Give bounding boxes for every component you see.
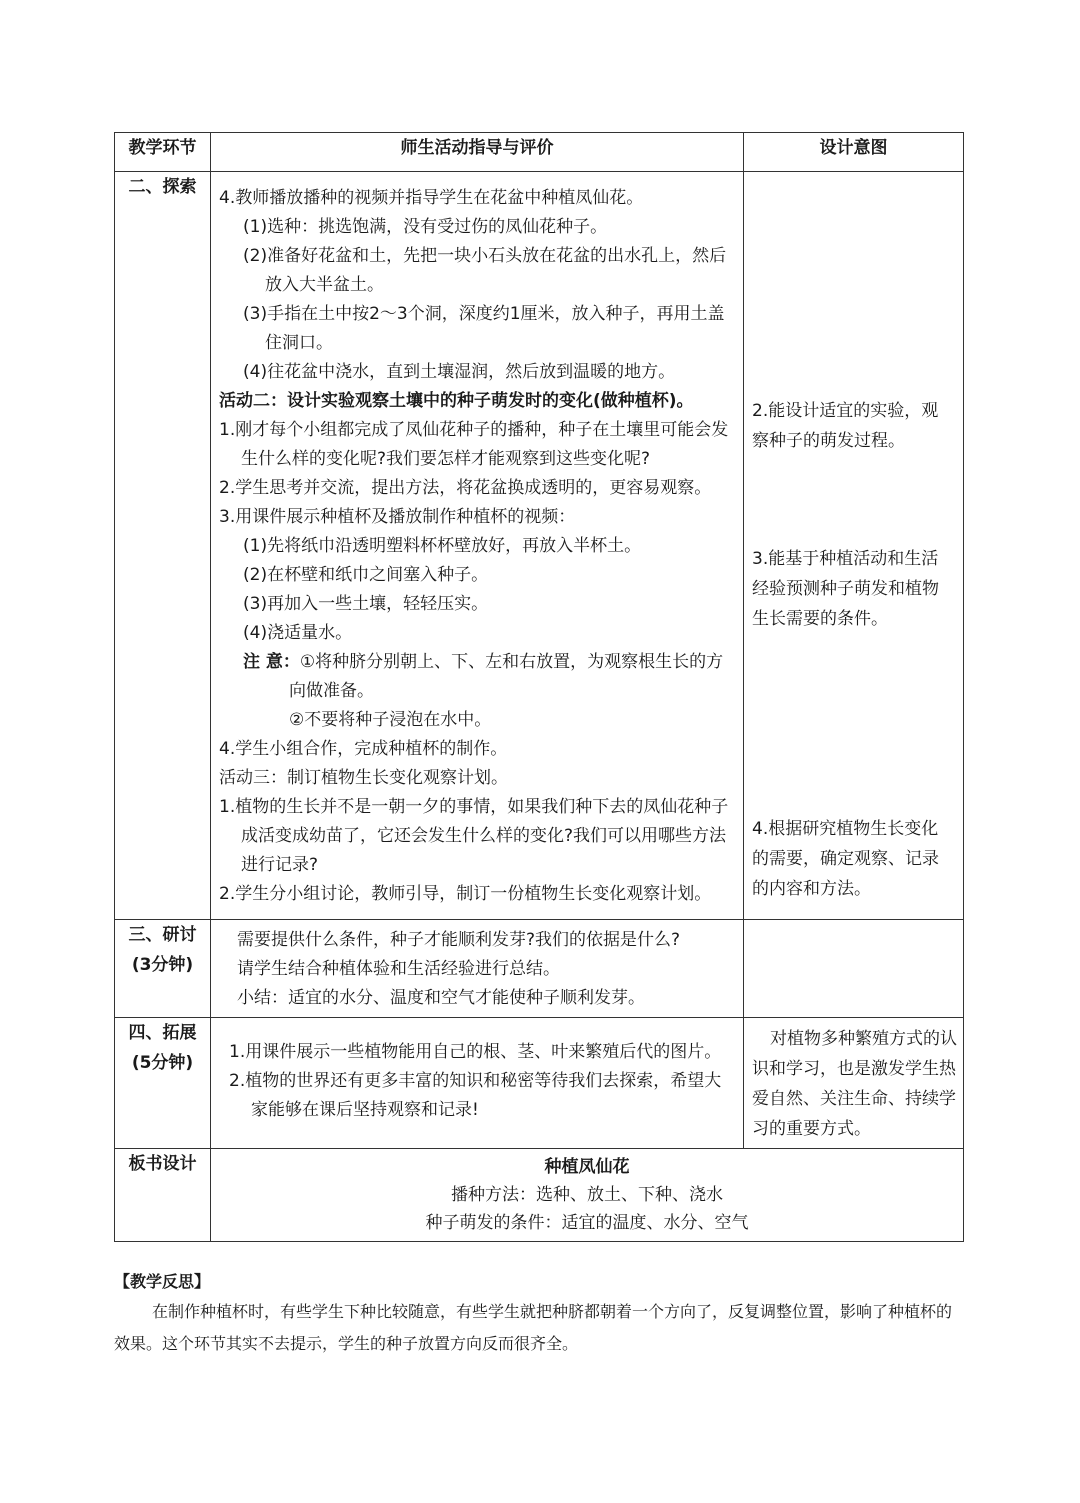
explore-activity2-title: 活动二：设计实验观察土壤中的种子萌发时的变化(做种植杯)。: [219, 391, 694, 411]
explore-a2p3a: (1)先将纸巾沿透明塑料杯杯壁放好，再放入半杯土。: [243, 536, 642, 556]
explore-a2p2: 2.学生思考并交流，提出方法，将花盆换成透明的，更容易观察。: [219, 478, 712, 498]
board-title: 种植凤仙花: [544, 1157, 630, 1177]
explore-stage: 二、探索: [115, 172, 211, 920]
board-cell: [211, 1149, 964, 1242]
explore-a2p3b: (2)在杯壁和纸巾之间塞入种子。: [243, 565, 489, 585]
extend-intent: 对植物多种繁殖方式的认识和学习，也是激发学生热爱自然、关注生命、持续学习的重要方式。: [752, 1029, 957, 1139]
discuss-p2: 请学生结合种植体验和生活经验进行总结。: [237, 959, 560, 979]
explore-p1b: (2)准备好花盆和土，先把一块小石头放在花盆的出水孔上，然后放入大半盆土。: [243, 246, 727, 295]
reflection-title: 【教学反思】: [114, 1272, 211, 1291]
explore-a2p3: 3.用课件展示种植杯及播放制作种植杯的视频：: [219, 507, 576, 527]
extend-intent-cell: [744, 1018, 964, 1149]
extend-row: [115, 1018, 964, 1149]
board-stage: 板书设计: [115, 1149, 211, 1242]
explore-p1c: (3)手指在土中按2～3个洞，深度约1厘米，放入种子，再用土盖住洞口。: [243, 304, 725, 353]
explore-activity3-title: 活动三：制订植物生长变化观察计划。: [219, 768, 508, 788]
discuss-time: (3分钟): [131, 955, 194, 975]
extend-p1: 1.用课件展示一些植物能用自己的根、茎、叶来繁殖后代的图片。: [229, 1042, 722, 1062]
extend-time: (5分钟): [131, 1053, 194, 1073]
explore-p1d: (4)往花盆中浇水，直到土壤湿润，然后放到温暖的地方。: [243, 362, 676, 382]
explore-intent-cell: [744, 172, 964, 920]
discuss-p1: 需要提供什么条件，种子才能顺利发芽?我们的依据是什么?: [237, 930, 681, 950]
explore-a3p1: 1.植物的生长并不是一朝一夕的事情，如果我们种下去的凤仙花种子成活变成幼苗了，它还会发生什么样的变化?我们可以用哪些方法进行记录?: [219, 797, 729, 875]
note-1: ①将种脐分别朝上、下、左和右放置，为观察根生长的方向做准备。: [289, 652, 724, 701]
explore-note2: ②不要将种子浸泡在水中。: [289, 710, 492, 730]
explore-a2p3d: (4)浇适量水。: [243, 623, 353, 643]
discuss-intent-cell: [744, 920, 964, 1018]
explore-a3p2: 2.学生分小组讨论，教师引导，制订一份植物生长变化观察计划。: [219, 884, 712, 904]
discuss-row: [115, 920, 964, 1018]
intent-2: 2.能设计适宜的实验，观察种子的萌发过程。: [752, 401, 939, 451]
lesson-plan-table: [114, 132, 964, 1242]
board-line1: 播种方法：选种、放土、下种、浇水: [451, 1185, 723, 1205]
explore-activity-cell: [211, 172, 744, 920]
reflection-body: 在制作种植杯时，有些学生下种比较随意，有些学生就把种脐都朝着一个方向了，反复调整位置，影响了种植杯的效果。这个环节其实不去提示，学生的种子放置方向反而很齐全。: [114, 1302, 953, 1353]
header-activity: 师生活动指导与评价: [211, 133, 744, 172]
explore-p1a: (1)选种：挑选饱满，没有受过伤的凤仙花种子。: [243, 217, 608, 237]
header-intent: 设计意图: [744, 133, 964, 172]
intent-4: 4.根据研究植物生长变化的需要，确定观察、记录的内容和方法。: [752, 819, 939, 899]
explore-a2p4: 4.学生小组合作，完成种植杯的制作。: [219, 739, 508, 759]
extend-stage-cell: [115, 1018, 211, 1149]
discuss-activity-cell: [211, 920, 744, 1018]
extend-stage: 四、拓展: [128, 1023, 197, 1043]
note-label: 注 意：: [243, 652, 300, 672]
explore-a2p3c: (3)再加入一些土壤，轻轻压实。: [243, 594, 489, 614]
board-line2: 种子萌发的条件：适宜的温度、水分、空气: [425, 1213, 749, 1233]
explore-note: [219, 648, 737, 706]
extend-p2: 2.植物的世界还有更多丰富的知识和秘密等待我们去探索，希望大家能够在课后坚持观察和记录!: [229, 1071, 722, 1120]
discuss-stage-cell: [115, 920, 211, 1018]
discuss-p3: 小结：适宜的水分、温度和空气才能使种子顺利发芽。: [237, 988, 645, 1008]
intent-3: 3.能基于种植活动和生活经验预测种子萌发和植物生长需要的条件。: [752, 549, 939, 629]
table-header-row: [115, 133, 964, 172]
explore-p1: 4.教师播放播种的视频并指导学生在花盆中种植凤仙花。: [219, 188, 644, 208]
header-stage: 教学环节: [115, 133, 211, 172]
explore-row: [115, 172, 964, 920]
discuss-stage: 三、研讨: [128, 925, 197, 945]
board-row: [115, 1149, 964, 1242]
extend-activity-cell: [211, 1018, 744, 1149]
explore-a2p1: 1.刚才每个小组都完成了凤仙花种子的播种，种子在土壤里可能会发生什么样的变化呢?我们要怎样才能观察到这些变化呢?: [219, 420, 729, 469]
